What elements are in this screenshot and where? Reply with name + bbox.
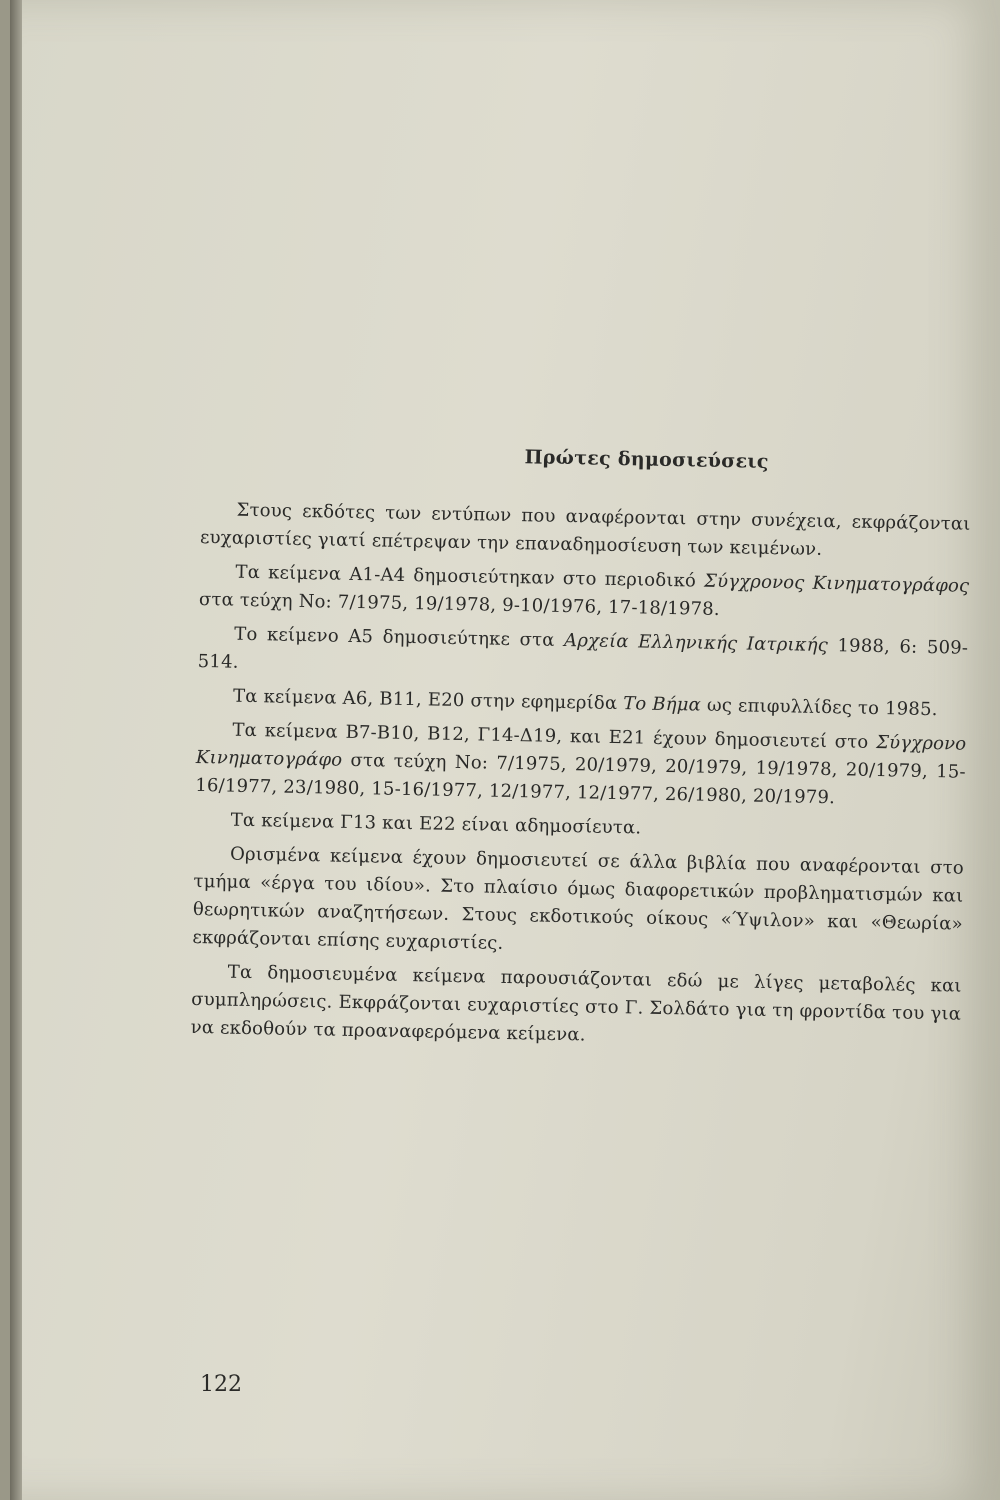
body-paragraph [195,716,966,815]
paragraph-text: ως επιφυλλίδες το 1985. [700,694,938,721]
paragraph-list [190,496,970,1057]
page-gutter-edge [10,0,22,1500]
paragraph-text: Ορισμένα κείμενα έχουν δημοσιευτεί σε άλλα βιβλία που αναφέρονται στο τμήμα «έργα του ιδίου». Στο πλαίσιο όμως διαφορετικών προβληματισμών και θεωρητικών αναζητήσεων. Στους εκδοτικούς οίκους «Ύψιλον» και «Θεωρία» εκφράζονται επίσης ευχαριστίες. [192,843,965,954]
body-paragraph [200,496,971,567]
body-paragraph [199,558,970,629]
paragraph-text: στα τεύχη Νο: 7/1975, 19/1978, 9-10/1976, 17-18/1978. [198,588,721,620]
paragraph-text: Στους εκδότες των εντύπων που αναφέρονται στην συνέχεια, εκφράζονται ευχαριστίες γιατί επέτρεψαν την επαναδημοσίευση των κειμένων. [199,499,971,560]
section-title: Πρώτες δημοσιεύσεις [524,446,770,473]
body-paragraph [192,840,964,967]
page-content [190,440,972,1063]
italic-title-text: Σύγχρονο Κινηματογράφο [195,732,967,771]
paragraph-text: Τα δημοσιευμένα κείμενα παρουσιάζονται εδώ με λίγες μεταβολές και συμπληρώσεις. Εκφράζονται ευχαριστίες στο Γ. Σολδάτο για τη φροντίδα του για να εκδοθούν τα προαναφερόμενα κείμενα. [190,961,962,1046]
body-paragraph [190,958,961,1057]
italic-title-text: Το Βήμα [623,693,702,716]
paragraph-text: Τα κείμενα Α6, Β11, Ε20 στην εφημερίδα [232,685,624,715]
body-paragraph [197,620,968,691]
paragraph-text: Το κείμενο Α5 δημοσιεύτηκε στα [234,623,565,651]
italic-title-text: Σύγχρονος Κινηματογράφος [703,570,970,597]
page-number: 122 [200,1372,242,1397]
paragraph-text: 1988, 6: 509-514. [197,635,969,673]
book-page [10,0,1000,1500]
paragraph-text: Τα κείμενα Γ13 και Ε22 είναι αδημοσίευτα. [230,809,642,839]
paragraph-text: Τα κείμενα Β7-Β10, Β12, Γ14-Δ19, και Ε21 έχουν δημοσιευτεί στο [232,719,877,753]
paragraph-text: Τα κείμενα Α1-Α4 δημοσιεύτηκαν στο περιοδικό [235,561,705,592]
italic-title-text: Αρχεία Ελληνικής Ιατρικής [563,629,829,657]
paragraph-text: στα τεύχη Νο: 7/1975, 20/1979, 20/1979, 19/1978, 20/1979, 15-16/1977, 23/1980, 15-16/1977, 12/1977, 12/1977, 26/1980, 20/1979. [195,749,966,809]
